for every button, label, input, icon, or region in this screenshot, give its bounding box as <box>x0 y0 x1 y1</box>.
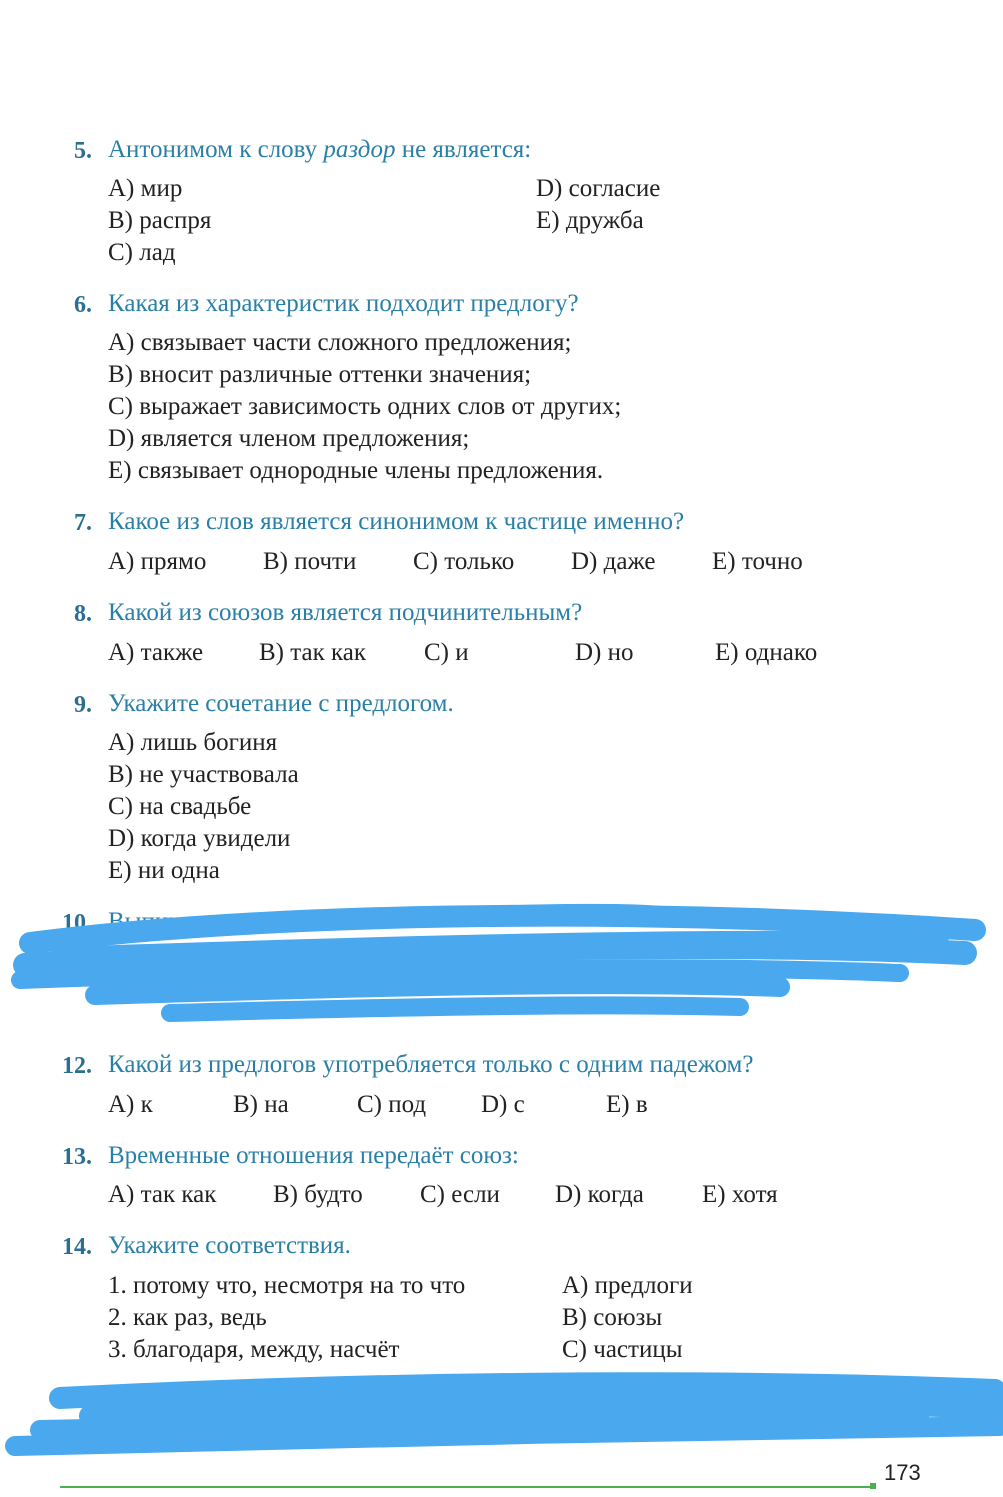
question-text: Какой из предлогов употребляется только с одним падежом? <box>108 1051 754 1078</box>
question-text: Какое из слов является синонимом к частице именно? <box>108 508 685 535</box>
answer-option: D) даже <box>571 548 656 575</box>
answer-option: B) распря <box>108 207 212 234</box>
answer-option: A) прямо <box>108 548 207 575</box>
answer-option: D) согласие <box>536 175 661 202</box>
answer-option: B) на <box>233 1091 289 1118</box>
question-keyword: раздор <box>323 136 396 163</box>
answer-option: A) к <box>108 1091 153 1118</box>
page-number: 173 <box>884 1460 921 1485</box>
question-text: Выпишите из те <box>108 908 281 935</box>
answer-option: C) только <box>413 548 515 575</box>
question-text: Укажите сочетание с предлогом. <box>108 690 454 717</box>
answer-option: D) с <box>481 1091 525 1118</box>
answer-option: E) однако <box>715 639 818 666</box>
question-text-part: Антонимом к слову <box>108 136 324 163</box>
answer-option: B) вносит различные оттенки значения; <box>108 361 532 388</box>
match-right-item: B) союзы <box>562 1304 663 1331</box>
question-number: 12. <box>62 1053 92 1079</box>
answer-option: E) дружба <box>536 207 644 234</box>
answer-option: C) под <box>357 1091 427 1118</box>
answer-option: D) является членом предложения; <box>108 425 470 452</box>
redaction-scribble <box>0 1368 1003 1463</box>
footer-rule <box>60 1486 876 1488</box>
answer-option: B) будто <box>273 1181 363 1208</box>
answer-option: A) лишь богиня <box>108 729 278 756</box>
answer-option: C) выражает зависимость одних слов от других; <box>108 393 622 420</box>
answer-option: E) в <box>606 1091 648 1118</box>
answer-option: E) ни одна <box>108 857 220 884</box>
match-left-item: 1. потому что, несмотря на то что <box>108 1272 466 1299</box>
answer-option: C) если <box>420 1181 500 1208</box>
answer-option: D) но <box>575 639 634 666</box>
answer-option: C) лад <box>108 239 176 266</box>
footer-rule-end <box>870 1483 876 1489</box>
question-number: 7. <box>74 510 92 536</box>
answer-option: E) точно <box>712 548 803 575</box>
question-text: Укажите соответствия. <box>108 1232 351 1259</box>
match-left-item: 2. как раз, ведь <box>108 1304 267 1331</box>
question-number: 6. <box>74 292 92 318</box>
answer-option: E) хотя <box>702 1181 778 1208</box>
answer-option: E) связывает однородные члены предложения. <box>108 457 604 484</box>
question-text <box>108 136 531 164</box>
answer-option: C) и <box>424 639 469 666</box>
answer-option: B) так как <box>259 639 366 666</box>
question-text: Временные отношения передаёт союз: <box>108 1142 519 1169</box>
answer-option: A) так как <box>108 1181 217 1208</box>
match-right-item: A) предлоги <box>562 1272 693 1299</box>
question-number: 8. <box>74 601 92 627</box>
question-number: 13. <box>62 1144 92 1170</box>
answer-option: D) когда <box>555 1181 644 1208</box>
question-number: 5. <box>74 138 92 164</box>
question-number: 10. <box>62 910 92 936</box>
answer-option: A) связывает части сложного предложения; <box>108 329 572 356</box>
answer-option: B) не участвовала <box>108 761 299 788</box>
match-right-item: C) частицы <box>562 1336 683 1363</box>
answer-option: A) также <box>108 639 204 666</box>
question-number: 9. <box>74 692 92 718</box>
match-left-item: 3. благодаря, между, насчёт <box>108 1336 400 1363</box>
question-number: 14. <box>62 1234 92 1260</box>
answer-option: A) мир <box>108 175 183 202</box>
question-text-part: не является: <box>395 136 532 163</box>
answer-option: B) почти <box>263 548 357 575</box>
answer-option: D) когда увидели <box>108 825 291 852</box>
question-text: Какая из характеристик подходит предлогу? <box>108 290 579 317</box>
answer-option: C) на свадьбе <box>108 793 252 820</box>
question-text: Какой из союзов является подчинительным? <box>108 599 583 626</box>
